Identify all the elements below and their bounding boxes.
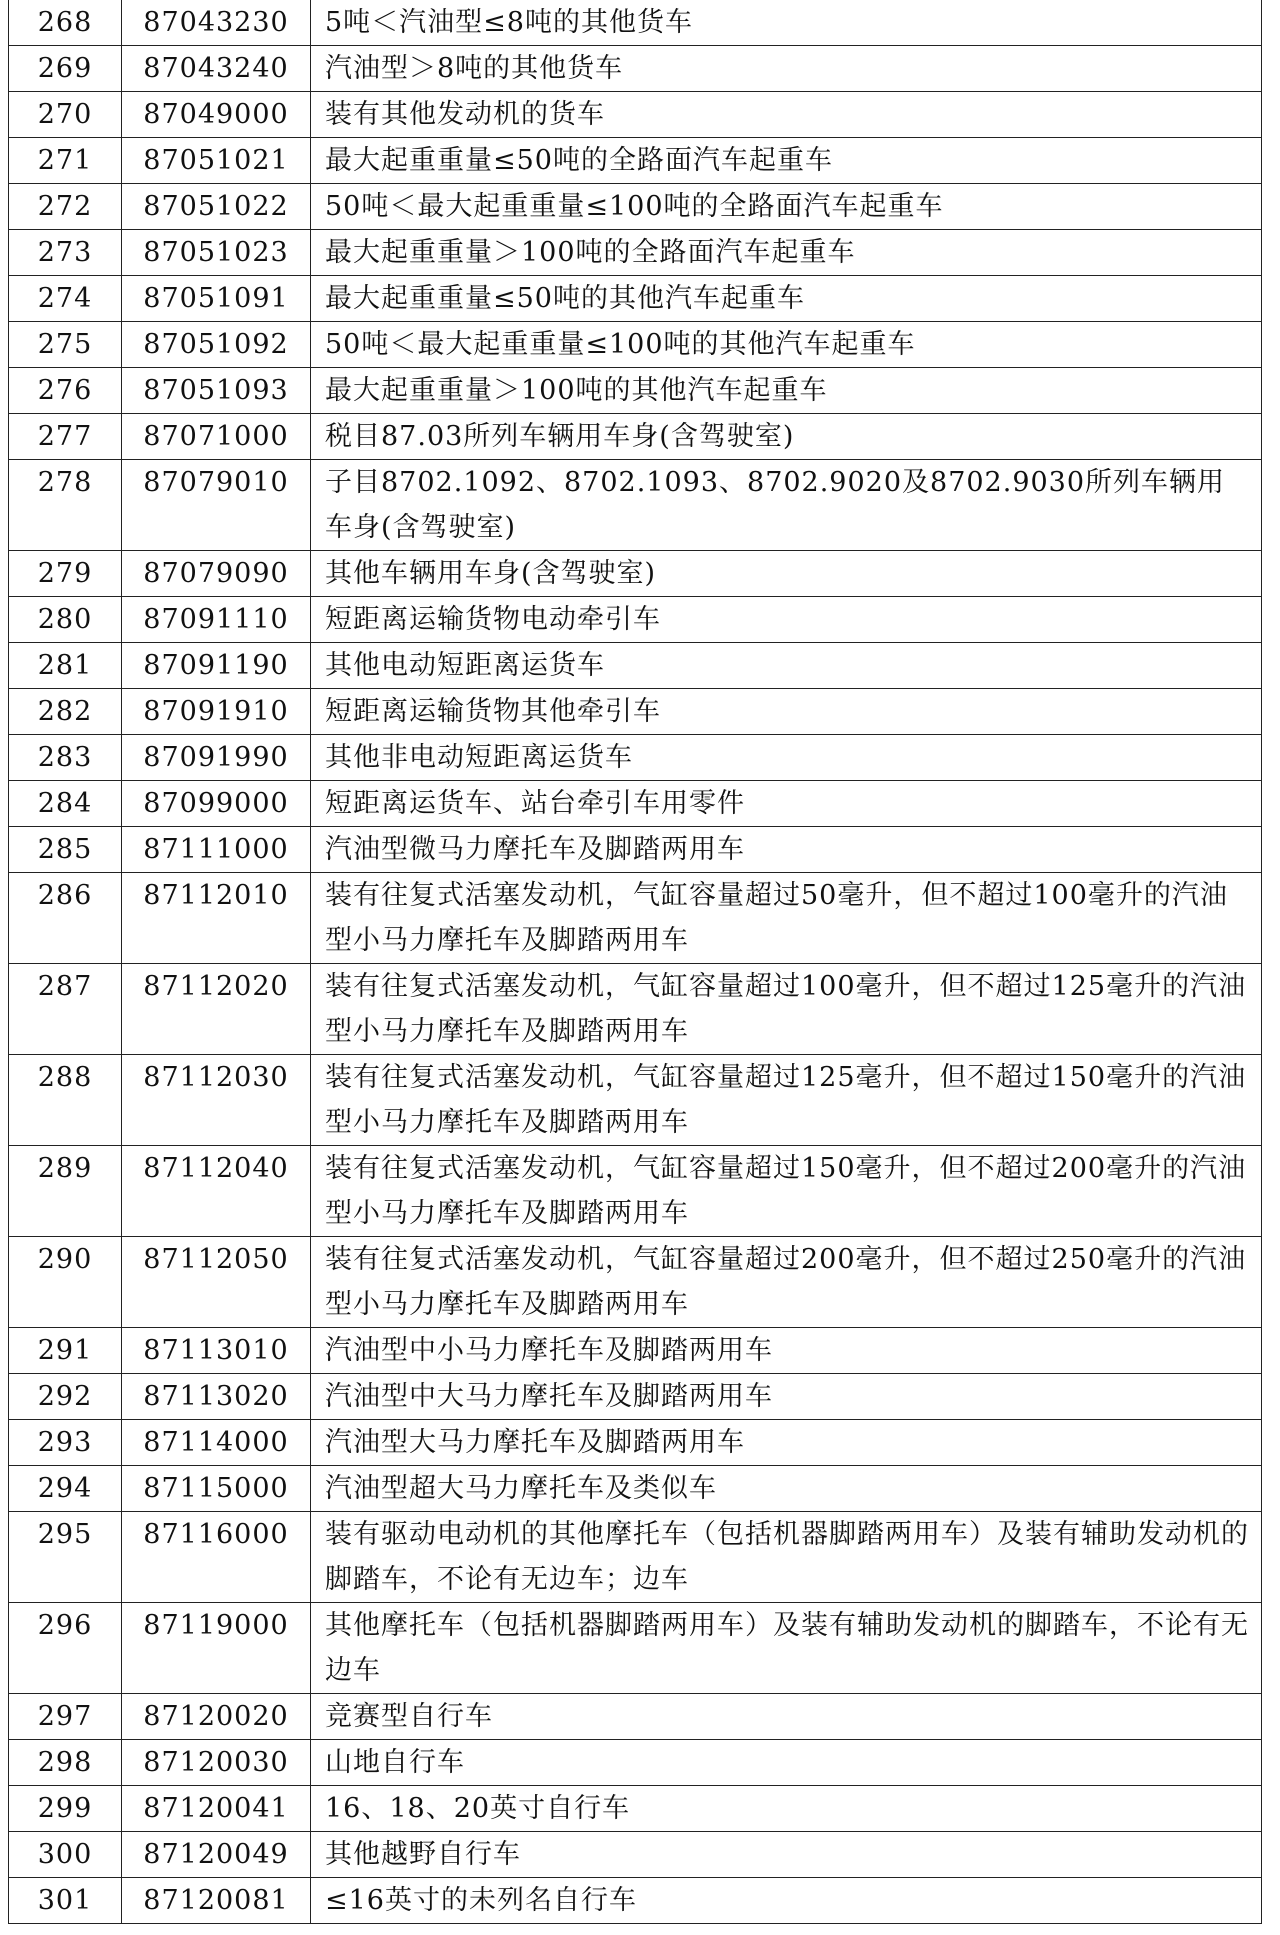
row-commodity-code: 87051093 <box>143 375 289 406</box>
row-commodity-description: 最大起重重量≤50吨的其他汽车起重车 <box>325 283 805 314</box>
row-commodity-description: 汽油型中小马力摩托车及脚踏两用车 <box>325 1335 773 1366</box>
row-commodity-code: 87071000 <box>143 421 289 452</box>
row-commodity-description: 其他车辆用车身(含驾驶室) <box>325 558 657 589</box>
row-commodity-description-cell <box>311 414 1262 460</box>
row-commodity-code-cell <box>122 276 311 322</box>
row-commodity-code: 87113020 <box>143 1381 289 1412</box>
row-commodity-description-cell <box>311 735 1262 781</box>
row-commodity-code: 87111000 <box>143 834 289 865</box>
row-commodity-description: 汽油型大马力摩托车及脚踏两用车 <box>325 1427 745 1458</box>
row-commodity-description: 汽油型微马力摩托车及脚踏两用车 <box>325 834 745 865</box>
row-commodity-code: 87112010 <box>143 880 289 911</box>
row-commodity-code: 87112020 <box>143 971 289 1002</box>
row-sequence-number-cell <box>9 1374 122 1420</box>
row-sequence-number-cell <box>9 1786 122 1832</box>
row-commodity-code: 87120030 <box>143 1747 289 1778</box>
row-commodity-description-cell <box>311 1694 1262 1740</box>
tariff-table-body <box>9 0 1262 1924</box>
row-commodity-code: 87114000 <box>143 1427 289 1458</box>
row-commodity-code-cell <box>122 1374 311 1420</box>
table-row <box>9 368 1262 414</box>
row-commodity-description: ≤16英寸的未列名自行车 <box>325 1885 637 1916</box>
table-row <box>9 781 1262 827</box>
row-commodity-description: 最大起重重量＞100吨的其他汽车起重车 <box>325 375 828 406</box>
row-sequence-number-cell <box>9 643 122 689</box>
row-commodity-description-cell <box>311 1832 1262 1878</box>
table-row <box>9 1146 1262 1237</box>
table-row <box>9 643 1262 689</box>
row-commodity-description: 汽油型超大马力摩托车及类似车 <box>325 1473 717 1504</box>
row-commodity-code-cell <box>122 873 311 964</box>
row-sequence-number: 283 <box>37 742 93 773</box>
table-row <box>9 1328 1262 1374</box>
row-sequence-number: 268 <box>37 7 93 38</box>
row-commodity-code: 87079090 <box>143 558 289 589</box>
row-sequence-number: 301 <box>37 1885 93 1916</box>
row-commodity-description: 税目87.03所列车辆用车身(含驾驶室) <box>325 421 795 452</box>
row-commodity-code: 87115000 <box>143 1473 289 1504</box>
row-commodity-description-cell <box>311 1512 1262 1603</box>
row-commodity-code-cell <box>122 184 311 230</box>
row-commodity-code: 87120041 <box>143 1793 289 1824</box>
row-commodity-description: 装有往复式活塞发动机，气缸容量超过50毫升，但不超过100毫升的汽油型小马力摩托车及脚踏两用车 <box>325 880 1228 956</box>
row-sequence-number: 285 <box>37 834 93 865</box>
row-commodity-code: 87091190 <box>143 650 289 681</box>
tariff-table <box>8 0 1262 1924</box>
row-commodity-code: 87116000 <box>143 1519 289 1550</box>
row-sequence-number-cell <box>9 276 122 322</box>
table-row <box>9 0 1262 46</box>
row-sequence-number: 284 <box>37 788 93 819</box>
table-row <box>9 1832 1262 1878</box>
table-row <box>9 1237 1262 1328</box>
row-sequence-number: 286 <box>37 880 93 911</box>
row-commodity-code: 87051022 <box>143 191 289 222</box>
row-commodity-description: 装有往复式活塞发动机，气缸容量超过100毫升，但不超过125毫升的汽油型小马力摩托车及脚踏两用车 <box>325 971 1247 1047</box>
row-sequence-number-cell <box>9 1237 122 1328</box>
table-row <box>9 1740 1262 1786</box>
row-sequence-number: 275 <box>37 329 93 360</box>
row-commodity-description-cell <box>311 138 1262 184</box>
row-commodity-code-cell <box>122 1055 311 1146</box>
row-sequence-number: 296 <box>37 1610 93 1641</box>
row-sequence-number: 293 <box>37 1427 93 1458</box>
row-commodity-code-cell <box>122 1786 311 1832</box>
row-commodity-description: 装有驱动电动机的其他摩托车（包括机器脚踏两用车）及装有辅助发动机的脚踏车，不论有无边车；边车 <box>325 1519 1249 1595</box>
row-commodity-description-cell <box>311 1878 1262 1924</box>
row-commodity-code: 87051023 <box>143 237 289 268</box>
row-commodity-code-cell <box>122 1146 311 1237</box>
row-commodity-code-cell <box>122 92 311 138</box>
row-commodity-description: 其他电动短距离运货车 <box>325 650 605 681</box>
row-commodity-code: 87091990 <box>143 742 289 773</box>
row-commodity-description: 竞赛型自行车 <box>325 1701 493 1732</box>
row-sequence-number: 277 <box>37 421 93 452</box>
row-commodity-code-cell <box>122 1237 311 1328</box>
row-commodity-description: 其他非电动短距离运货车 <box>325 742 633 773</box>
row-commodity-description: 装有其他发动机的货车 <box>325 99 605 130</box>
row-commodity-code-cell <box>122 781 311 827</box>
table-row <box>9 1055 1262 1146</box>
row-sequence-number-cell <box>9 1466 122 1512</box>
row-sequence-number-cell <box>9 1328 122 1374</box>
row-sequence-number: 281 <box>37 650 93 681</box>
row-sequence-number-cell <box>9 1146 122 1237</box>
row-commodity-code-cell <box>122 1832 311 1878</box>
table-row <box>9 1374 1262 1420</box>
row-commodity-description-cell <box>311 1374 1262 1420</box>
row-sequence-number-cell <box>9 460 122 551</box>
row-sequence-number-cell <box>9 597 122 643</box>
row-sequence-number-cell <box>9 322 122 368</box>
row-sequence-number-cell <box>9 735 122 781</box>
row-sequence-number: 269 <box>37 53 93 84</box>
table-row <box>9 92 1262 138</box>
table-row <box>9 551 1262 597</box>
row-commodity-description: 短距离运货车、站台牵引车用零件 <box>325 788 745 819</box>
row-commodity-description-cell <box>311 1055 1262 1146</box>
row-commodity-code: 87091110 <box>143 604 289 635</box>
row-commodity-code: 87049000 <box>143 99 289 130</box>
row-commodity-description-cell <box>311 1237 1262 1328</box>
row-commodity-code-cell <box>122 414 311 460</box>
row-commodity-description-cell <box>311 276 1262 322</box>
row-sequence-number-cell <box>9 689 122 735</box>
row-sequence-number-cell <box>9 0 122 46</box>
row-sequence-number-cell <box>9 184 122 230</box>
row-commodity-code-cell <box>122 1420 311 1466</box>
row-commodity-code-cell <box>122 138 311 184</box>
row-sequence-number: 270 <box>37 99 93 130</box>
row-sequence-number: 290 <box>37 1244 93 1275</box>
row-commodity-description: 子目8702.1092、8702.1093、8702.9020及8702.9030所列车辆用车身(含驾驶室) <box>325 467 1226 543</box>
row-sequence-number: 274 <box>37 283 93 314</box>
row-sequence-number-cell <box>9 964 122 1055</box>
row-sequence-number-cell <box>9 230 122 276</box>
row-commodity-description-cell <box>311 368 1262 414</box>
row-commodity-description-cell <box>311 0 1262 46</box>
row-commodity-description-cell <box>311 184 1262 230</box>
row-commodity-code-cell <box>122 735 311 781</box>
table-row <box>9 827 1262 873</box>
row-commodity-code: 87051092 <box>143 329 289 360</box>
row-sequence-number: 289 <box>37 1153 93 1184</box>
row-commodity-code: 87112050 <box>143 1244 289 1275</box>
table-row <box>9 1512 1262 1603</box>
row-commodity-description: 最大起重重量≤50吨的全路面汽车起重车 <box>325 145 833 176</box>
row-commodity-description-cell <box>311 964 1262 1055</box>
row-commodity-description: 装有往复式活塞发动机，气缸容量超过200毫升，但不超过250毫升的汽油型小马力摩托车及脚踏两用车 <box>325 1244 1247 1320</box>
row-commodity-description: 16、18、20英寸自行车 <box>325 1793 631 1824</box>
row-commodity-code: 87120081 <box>143 1885 289 1916</box>
row-commodity-code-cell <box>122 322 311 368</box>
table-row <box>9 1694 1262 1740</box>
row-commodity-code: 87079010 <box>143 467 289 498</box>
row-commodity-code: 87091910 <box>143 696 289 727</box>
row-sequence-number-cell <box>9 781 122 827</box>
row-commodity-description: 汽油型＞8吨的其他货车 <box>325 53 624 84</box>
row-sequence-number: 287 <box>37 971 93 1002</box>
table-row <box>9 735 1262 781</box>
table-row <box>9 322 1262 368</box>
row-commodity-description: 装有往复式活塞发动机，气缸容量超过125毫升，但不超过150毫升的汽油型小马力摩托车及脚踏两用车 <box>325 1062 1247 1138</box>
row-sequence-number-cell <box>9 1832 122 1878</box>
row-commodity-code: 87043240 <box>143 53 289 84</box>
row-sequence-number-cell <box>9 551 122 597</box>
row-commodity-description-cell <box>311 46 1262 92</box>
table-row <box>9 414 1262 460</box>
row-commodity-description: 短距离运输货物电动牵引车 <box>325 604 661 635</box>
row-sequence-number: 278 <box>37 467 93 498</box>
row-commodity-code: 87099000 <box>143 788 289 819</box>
table-row <box>9 184 1262 230</box>
row-sequence-number: 279 <box>37 558 93 589</box>
table-row <box>9 460 1262 551</box>
row-commodity-description-cell <box>311 597 1262 643</box>
row-commodity-description-cell <box>311 1420 1262 1466</box>
row-commodity-code: 87051021 <box>143 145 289 176</box>
table-row <box>9 1603 1262 1694</box>
row-commodity-code-cell <box>122 551 311 597</box>
table-row <box>9 1878 1262 1924</box>
row-sequence-number-cell <box>9 1512 122 1603</box>
row-commodity-code-cell <box>122 827 311 873</box>
row-sequence-number: 291 <box>37 1335 93 1366</box>
row-sequence-number: 299 <box>37 1793 93 1824</box>
row-commodity-description: 5吨＜汽油型≤8吨的其他货车 <box>325 7 693 38</box>
table-row <box>9 138 1262 184</box>
row-sequence-number-cell <box>9 1878 122 1924</box>
row-commodity-description: 汽油型中大马力摩托车及脚踏两用车 <box>325 1381 773 1412</box>
row-commodity-code-cell <box>122 1603 311 1694</box>
row-commodity-description-cell <box>311 551 1262 597</box>
row-sequence-number-cell <box>9 138 122 184</box>
row-commodity-description: 其他越野自行车 <box>325 1839 521 1870</box>
row-commodity-code-cell <box>122 460 311 551</box>
row-commodity-description: 其他摩托车（包括机器脚踏两用车）及装有辅助发动机的脚踏车，不论有无边车 <box>325 1610 1249 1686</box>
table-row <box>9 597 1262 643</box>
row-commodity-description-cell <box>311 1603 1262 1694</box>
row-sequence-number: 288 <box>37 1062 93 1093</box>
row-sequence-number-cell <box>9 1603 122 1694</box>
row-sequence-number: 292 <box>37 1381 93 1412</box>
row-sequence-number: 271 <box>37 145 93 176</box>
row-commodity-description-cell <box>311 1786 1262 1832</box>
row-commodity-description-cell <box>311 1466 1262 1512</box>
row-commodity-code-cell <box>122 1694 311 1740</box>
row-commodity-description-cell <box>311 1146 1262 1237</box>
row-sequence-number: 297 <box>37 1701 93 1732</box>
row-commodity-description-cell <box>311 689 1262 735</box>
row-commodity-description-cell <box>311 781 1262 827</box>
row-commodity-description: 50吨＜最大起重重量≤100吨的全路面汽车起重车 <box>325 191 944 222</box>
row-commodity-code-cell <box>122 1512 311 1603</box>
row-commodity-code-cell <box>122 964 311 1055</box>
row-commodity-description: 50吨＜最大起重重量≤100吨的其他汽车起重车 <box>325 329 916 360</box>
row-commodity-code-cell <box>122 0 311 46</box>
row-commodity-code: 87119000 <box>143 1610 289 1641</box>
row-sequence-number: 300 <box>37 1839 93 1870</box>
row-commodity-code-cell <box>122 1878 311 1924</box>
table-row <box>9 964 1262 1055</box>
row-commodity-description-cell <box>311 1328 1262 1374</box>
row-commodity-code: 87113010 <box>143 1335 289 1366</box>
row-sequence-number: 280 <box>37 604 93 635</box>
row-commodity-code-cell <box>122 1328 311 1374</box>
row-commodity-code-cell <box>122 46 311 92</box>
row-commodity-description-cell <box>311 92 1262 138</box>
row-sequence-number: 272 <box>37 191 93 222</box>
row-sequence-number-cell <box>9 873 122 964</box>
table-row <box>9 46 1262 92</box>
row-commodity-code: 87120020 <box>143 1701 289 1732</box>
row-sequence-number: 273 <box>37 237 93 268</box>
row-commodity-code-cell <box>122 230 311 276</box>
table-row <box>9 276 1262 322</box>
row-commodity-description: 短距离运输货物其他牵引车 <box>325 696 661 727</box>
row-sequence-number-cell <box>9 827 122 873</box>
row-commodity-code-cell <box>122 597 311 643</box>
row-sequence-number-cell <box>9 92 122 138</box>
row-commodity-description-cell <box>311 322 1262 368</box>
row-commodity-code: 87120049 <box>143 1839 289 1870</box>
row-commodity-description-cell <box>311 827 1262 873</box>
row-sequence-number: 294 <box>37 1473 93 1504</box>
row-commodity-description-cell <box>311 1740 1262 1786</box>
row-sequence-number-cell <box>9 46 122 92</box>
row-sequence-number-cell <box>9 1055 122 1146</box>
row-commodity-code-cell <box>122 1466 311 1512</box>
row-sequence-number: 276 <box>37 375 93 406</box>
row-commodity-description: 装有往复式活塞发动机，气缸容量超过150毫升，但不超过200毫升的汽油型小马力摩托车及脚踏两用车 <box>325 1153 1247 1229</box>
row-commodity-description-cell <box>311 460 1262 551</box>
row-sequence-number: 282 <box>37 696 93 727</box>
row-commodity-description-cell <box>311 230 1262 276</box>
row-sequence-number-cell <box>9 1740 122 1786</box>
table-row <box>9 689 1262 735</box>
row-commodity-code: 87051091 <box>143 283 289 314</box>
row-commodity-description-cell <box>311 643 1262 689</box>
table-row <box>9 230 1262 276</box>
row-sequence-number-cell <box>9 1694 122 1740</box>
row-commodity-code-cell <box>122 1740 311 1786</box>
row-commodity-code-cell <box>122 643 311 689</box>
row-commodity-description: 最大起重重量＞100吨的全路面汽车起重车 <box>325 237 856 268</box>
row-sequence-number: 298 <box>37 1747 93 1778</box>
row-sequence-number-cell <box>9 368 122 414</box>
row-commodity-code: 87112030 <box>143 1062 289 1093</box>
table-row <box>9 1786 1262 1832</box>
table-row <box>9 1466 1262 1512</box>
row-commodity-description: 山地自行车 <box>325 1747 465 1778</box>
table-row <box>9 1420 1262 1466</box>
row-commodity-code: 87043230 <box>143 7 289 38</box>
row-sequence-number-cell <box>9 1420 122 1466</box>
row-commodity-code-cell <box>122 689 311 735</box>
row-commodity-code-cell <box>122 368 311 414</box>
row-commodity-code: 87112040 <box>143 1153 289 1184</box>
row-commodity-description-cell <box>311 873 1262 964</box>
table-row <box>9 873 1262 964</box>
row-sequence-number: 295 <box>37 1519 93 1550</box>
row-sequence-number-cell <box>9 414 122 460</box>
